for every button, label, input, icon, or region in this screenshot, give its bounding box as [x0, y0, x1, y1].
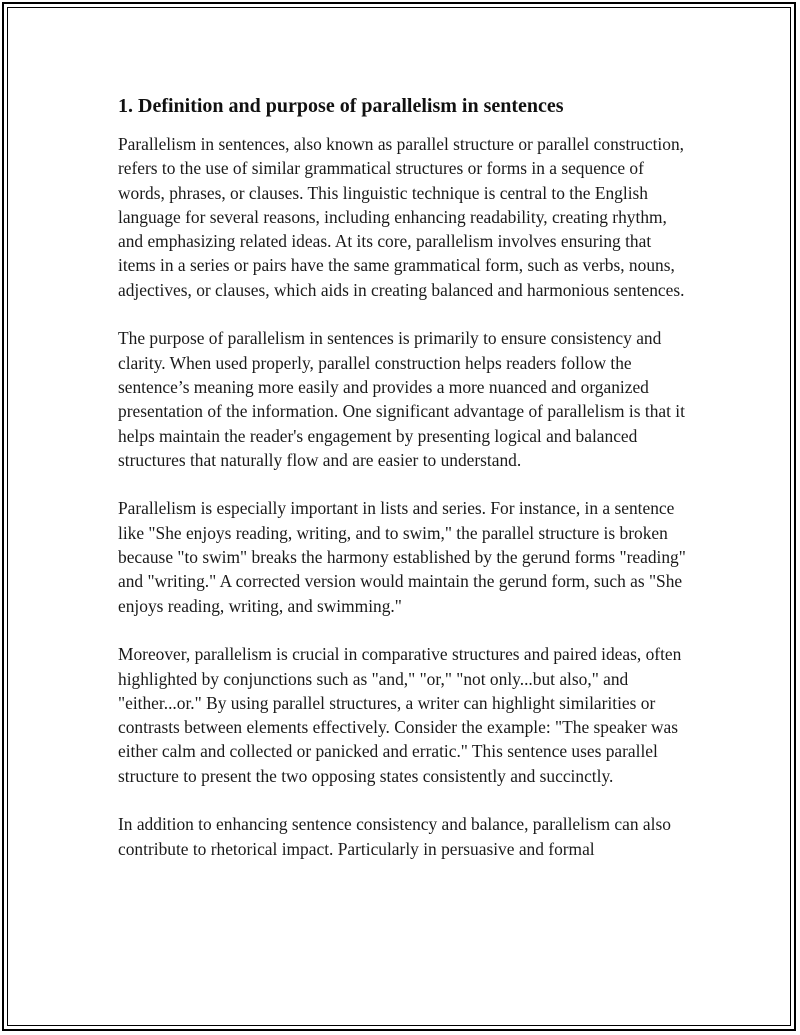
section-heading: 1. Definition and purpose of parallelism in sentences [118, 95, 564, 117]
paragraph-3: Parallelism is especially important in lists and series. For instance, in a sentence like "She enjoys reading, writing, and to swim," the parallel structure is broken because "to swim" breaks the harmony established by the gerund forms "reading" and "writing." A corrected version would maintain the gerund form, such as "She enjoys reading, writing, and swimming." [118, 498, 686, 616]
paragraph-2: The purpose of parallelism in sentences is primarily to ensure consistency and clarity. When used properly, parallel construction helps readers follow the sentence’s meaning more easily and provides a more nuanced and organized presentation of the information. One significant advantage of parallelism is that it helps maintain the reader's engagement by presenting logical and balanced structures that naturally flow and are easier to understand. [118, 328, 685, 470]
paragraph-4: Moreover, parallelism is crucial in comparative structures and paired ideas, often highlighted by conjunctions such as "and," "or," "not only...but also," and "either...or." By using parallel structures, a writer can highlight similarities or contrasts between elements effectively. Consider the example: "The speaker was either calm and collected or panicked and erratic." This sentence uses parallel structure to present the two opposing states consistently and succinctly. [118, 644, 682, 786]
document-body [118, 92, 690, 885]
paragraph-1: Parallelism in sentences, also known as parallel structure or parallel construction, refers to the use of similar grammatical structures or forms in a sequence of words, phrases, or clauses. This linguistic technique is central to the English language for several reasons, including enhancing readability, creating rhythm, and emphasizing related ideas. At its core, parallelism involves ensuring that items in a series or pairs have the same grammatical form, such as verbs, nouns, adjectives, or clauses, which aids in creating balanced and harmonious sentences. [118, 134, 685, 300]
paragraph-5: In addition to enhancing sentence consistency and balance, parallelism can also contribute to rhetorical impact. Particularly in persuasive and formal [118, 814, 671, 859]
